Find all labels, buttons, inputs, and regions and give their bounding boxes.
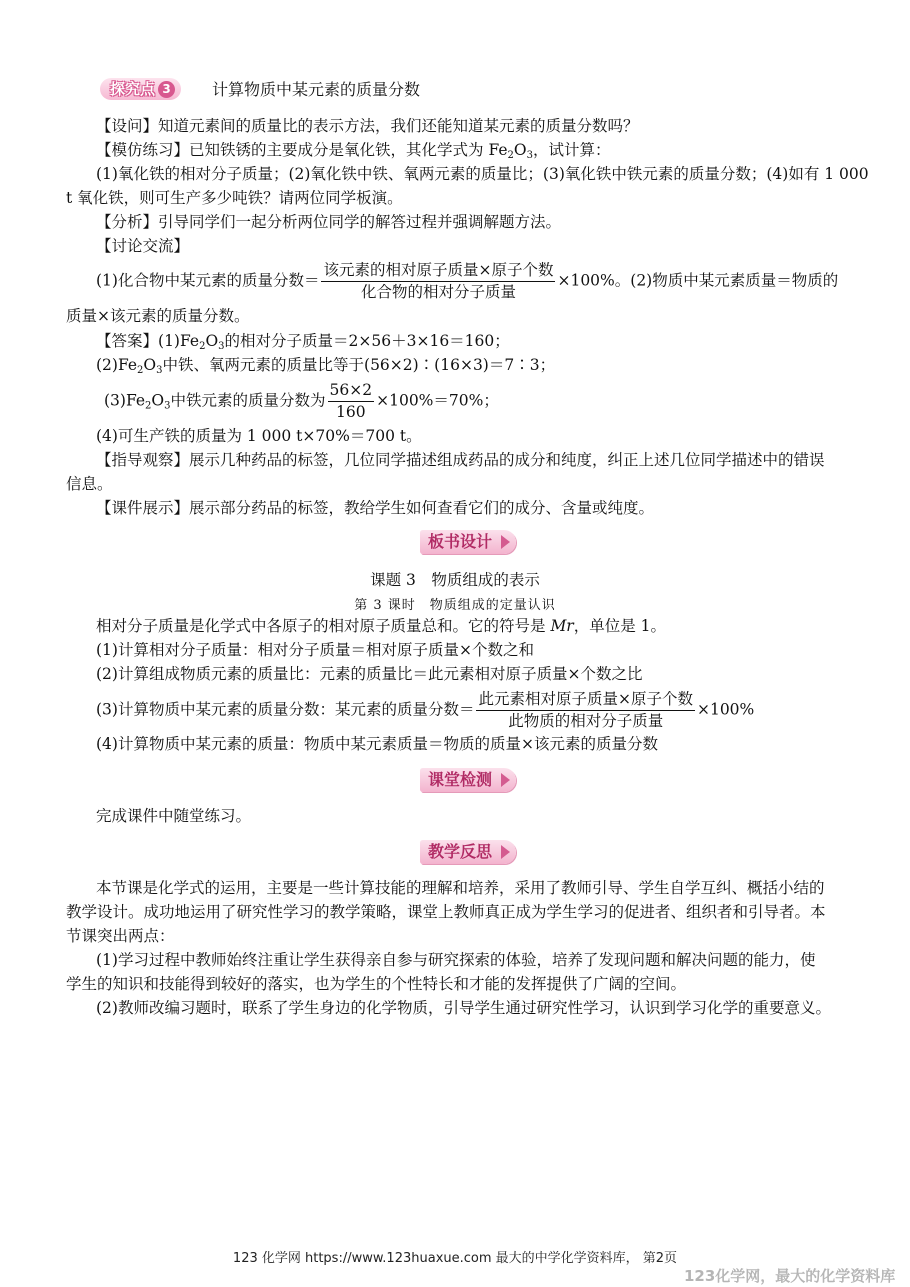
discuss-fraction [321, 261, 555, 302]
board-intro-post: ，单位是 1。 [573, 617, 667, 635]
reflection-p2-line-1: (1)学习过程中教师始终注重让学生获得亲自参与研究探索的体验，培养了发现问题和解决问题的能力，使 [96, 951, 816, 969]
practice-line: 【模仿练习】已知铁锈的主要成分是氧化铁，其化学式为 $Fe_2O_3$，试计算： [96, 141, 611, 161]
board-intro [96, 616, 666, 636]
answer-label: 【答案】 [96, 332, 159, 350]
question-line [96, 116, 639, 136]
explore-point-number: 3 [158, 81, 175, 98]
board-design-heading: 板书设计 [420, 530, 516, 554]
answer-3-pre: (3)Fe [104, 391, 146, 410]
board-item-3-pre: (3)计算物质中某元素的质量分数：某元素的质量分数＝ [96, 700, 475, 719]
board-fraction-denominator: 此物质的相对分子质量 [508, 712, 664, 730]
discuss-formula-prefix: (1)化合物中某元素的质量分数＝ [96, 271, 320, 290]
practice-line-2: (1)氧化铁的相对分子质量；(2)氧化铁中铁、氧两元素的质量比；(3)氧化铁中铁元素的质量分数；(4)如有 1 000 [96, 165, 869, 183]
board-title: 课题 3 物质组成的表示 [370, 571, 540, 589]
question-text: 知道元素间的质量比的表示方法，我们还能知道某元素的质量分数吗？ [158, 117, 639, 135]
board-subtitle: 第 3 课时 物质组成的定量认识 [354, 598, 556, 613]
practice-label: 【模仿练习】 [96, 141, 190, 159]
answer-line-4: (4)可生产铁的质量为 1 000 t×70%＝700 t。 [96, 427, 422, 445]
answer-fraction-numerator: 56×2 [328, 381, 375, 402]
guide-line-2: 信息。 [66, 475, 113, 493]
course-line [96, 498, 654, 518]
board-item-4: (4)计算物质中某元素的质量：物质中某元素质量＝物质的质量×该元素的质量分数 [96, 735, 658, 753]
answer-1-post: 的相对分子质量＝2×56＋3×16＝160； [224, 332, 510, 350]
answer-3-mid: 中铁元素的质量分数为 [170, 391, 326, 410]
analysis-line [96, 212, 561, 232]
discuss-label: 【讨论交流】 [96, 237, 190, 255]
discuss-formula [96, 261, 838, 302]
analysis-label: 【分析】 [96, 213, 159, 231]
reflection-p3-line-1: (2)教师改编习题时，联系了学生身边的化学物质，引导学生通过研究性学习，认识到学习化学的重要意义。 [96, 999, 831, 1017]
board-item-3-post: ×100% [696, 700, 755, 719]
board-fraction [476, 690, 695, 731]
analysis-text: 引导同学们一起分析两位同学的解答过程并强调解题方法。 [158, 213, 562, 231]
answer-line-1: 【答案】$(1)Fe_2O_3$的相对分子质量＝2×56＋3×16＝160； [96, 332, 510, 352]
teaching-reflection-heading: 教学反思 [420, 840, 516, 864]
section-title: 计算物质中某元素的质量分数 [212, 80, 421, 99]
answer-line-3: $(3)Fe_2O_3$中铁元素的质量分数为 $\frac{56\times 2}{160}$ ×100%＝70%； [104, 381, 499, 421]
answer-line-2: $(2)Fe_2O_3$中铁、氧两元素的质量比等于(56×2)∶(16×3)＝7∶3； [96, 356, 556, 376]
course-text: 展示部分药品的标签，教给学生如何查看它们的成分、含量或纯度。 [189, 499, 655, 517]
board-item-2: (2)计算组成物质元素的质量比：元素的质量比＝此元素相对原子质量×个数之比 [96, 665, 643, 683]
answer-fraction-denominator: 160 [336, 403, 366, 421]
class-check-text: 完成课件中随堂练习。 [96, 807, 252, 825]
guide-line [96, 450, 825, 470]
answer-2-pre: (2)Fe [96, 356, 138, 374]
board-fraction-numerator: 此元素相对原子质量×原子个数 [476, 690, 695, 711]
question-label: 【设问】 [96, 117, 159, 135]
practice-text: 已知铁锈的主要成分是氧化铁，其化学式为 Fe [189, 141, 508, 159]
practice-end: ，试计算： [533, 141, 611, 159]
page-footer: 123 化学网 https://www.123huaxue.com 最大的中学化学资料库， 第2页 [232, 1251, 678, 1266]
answer-1-pre: (1)Fe [158, 332, 200, 350]
explore-point-badge [100, 78, 181, 100]
board-item-3 [96, 690, 754, 731]
reflection-p1-line-1: 本节课是化学式的运用，主要是一些计算技能的理解和培养，采用了教师引导、学生自学互纠、概括小结的 [96, 879, 825, 897]
guide-text: 展示几种药品的标签，几位同学描述组成药品的成分和纯度，纠正上述几位同学描述中的错误 [189, 451, 825, 469]
answer-3-post: ×100%＝70%； [376, 391, 499, 410]
class-check-heading: 课堂检测 [420, 768, 516, 792]
watermark: 123化学网，最大的化学资料库 [684, 1267, 896, 1285]
guide-label: 【指导观察】 [96, 451, 190, 469]
discuss-line-2: 质量×该元素的质量分数。 [66, 307, 250, 325]
reflection-p1-line-2: 教学设计。成功地运用了研究性学习的教学策略，课堂上教师真正成为学生学习的促进者、组织者和引导者。本 [66, 903, 826, 921]
practice-line-3: t 氧化铁，则可生产多少吨铁？请两位同学板演。 [66, 189, 403, 207]
answer-fraction [328, 381, 375, 422]
reflection-p1-line-3: 节课突出两点： [66, 927, 175, 945]
board-intro-symbol: Mr [550, 617, 574, 635]
discuss-formula-suffix: ×100%。(2)物质中某元素质量＝物质的 [557, 271, 839, 290]
answer-2-post: 中铁、氧两元素的质量比等于(56×2)∶(16×3)＝7∶3； [162, 356, 556, 374]
board-item-1: (1)计算相对分子质量：相对分子质量＝相对原子质量×个数之和 [96, 641, 534, 659]
explore-point-label: 探究点 [110, 80, 156, 98]
reflection-p2-line-2: 学生的知识和技能得到较好的落实，也为学生的个性特长和才能的发挥提供了广阔的空间。 [66, 975, 687, 993]
course-label: 【课件展示】 [96, 499, 190, 517]
discuss-fraction-numerator: 该元素的相对原子质量×原子个数 [321, 261, 555, 282]
board-intro-pre: 相对分子质量是化学式中各原子的相对原子质量总和。它的符号是 [96, 617, 551, 635]
discuss-fraction-denominator: 化合物的相对分子质量 [360, 283, 516, 301]
